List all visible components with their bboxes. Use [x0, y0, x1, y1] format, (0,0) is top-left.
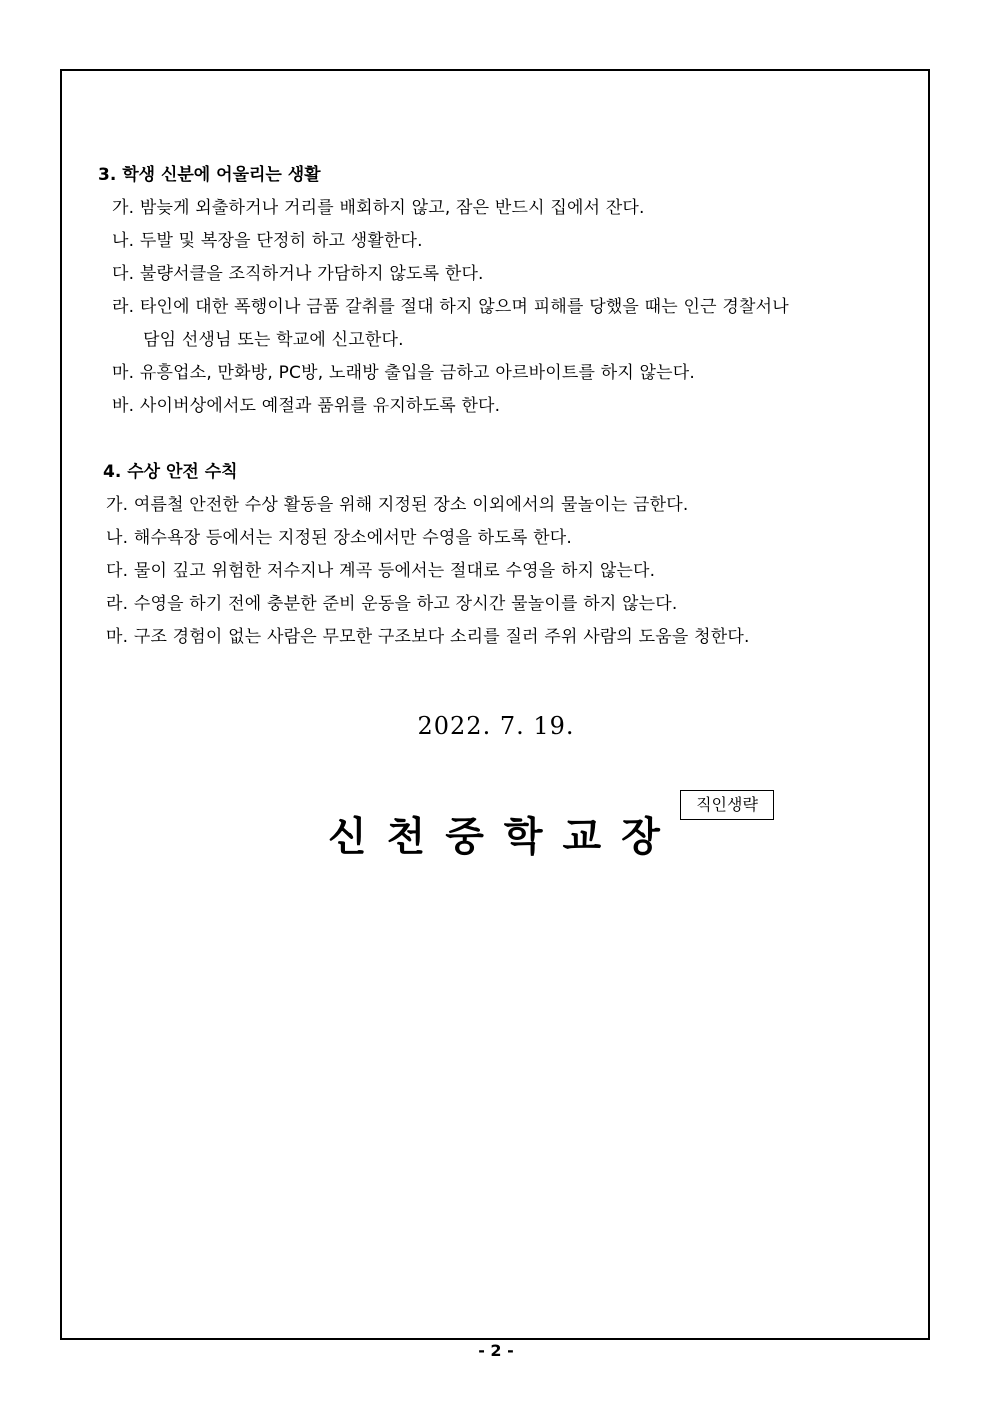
section-4-title: 4. 수상 안전 수칙 [103, 462, 238, 482]
section-4-item-ra: 라. 수영을 하기 전에 충분한 준비 운동을 하고 장시간 물놀이를 하지 않는다. [106, 594, 678, 614]
section-3-item-ra: 라. 타인에 대한 폭행이나 금품 갈취를 절대 하지 않으며 피해를 당했을 때는 인근 경찰서나 [112, 297, 789, 317]
page-number: - 2 - [478, 1341, 514, 1360]
school-principal-name: 신천중학교장 [328, 814, 680, 860]
section-3-item-ra-continued: 담임 선생님 또는 학교에 신고한다. [143, 330, 404, 350]
section-3-item-ga: 가. 밤늦게 외출하거나 거리를 배회하지 않고, 잠은 반드시 집에서 잔다. [112, 198, 645, 218]
section-4-item-ga: 가. 여름철 안전한 수상 활동을 위해 지정된 장소 이외에서의 물놀이는 금한다. [106, 495, 689, 515]
section-3-item-da: 다. 불량서클을 조직하거나 가담하지 않도록 한다. [112, 264, 484, 284]
section-3-title: 3. 학생 신분에 어울리는 생활 [98, 165, 321, 185]
section-3-item-ma: 마. 유흥업소, 만화방, PC방, 노래방 출입을 금하고 아르바이트를 하지 않는다. [112, 363, 696, 383]
section-4-item-da: 다. 물이 깊고 위험한 저수지나 계곡 등에서는 절대로 수영을 하지 않는다. [106, 561, 656, 581]
section-3-item-na: 나. 두발 및 복장을 단정히 하고 생활한다. [112, 231, 423, 251]
section-3-item-ba: 바. 사이버상에서도 예절과 품위를 유지하도록 한다. [112, 396, 501, 416]
section-4-item-na: 나. 해수욕장 등에서는 지정된 장소에서만 수영을 하도록 한다. [106, 528, 572, 548]
section-4-item-ma: 마. 구조 경험이 없는 사람은 무모한 구조보다 소리를 질러 주위 사람의 도움을 청한다. [106, 627, 750, 647]
issue-date: 2022. 7. 19. [417, 712, 575, 740]
seal-omitted-note: 직인생략 [680, 790, 774, 820]
